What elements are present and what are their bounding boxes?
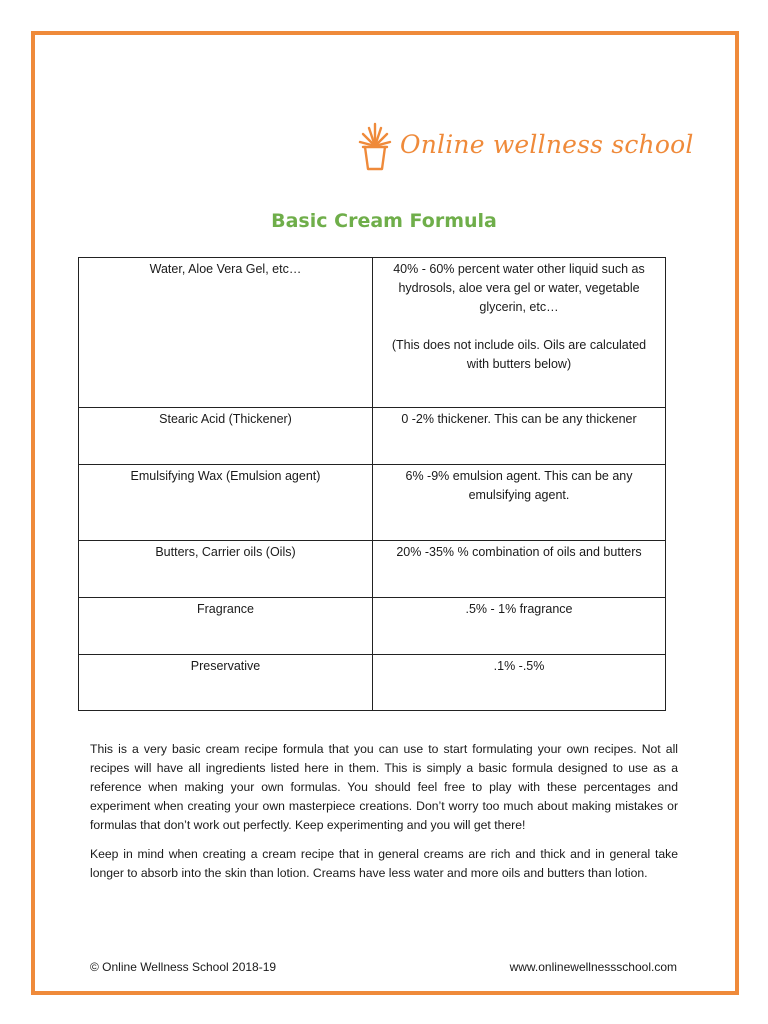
brand-logo [358,116,694,172]
brand-name: Online wellness school [400,129,694,159]
table-row [79,541,666,598]
footer-url: www.onlinewellnessschool.com [509,960,677,974]
ingredient-cell: Fragrance [79,598,373,655]
amount-cell [373,258,666,408]
note-paragraph: Keep in mind when creating a cream recipe that in general creams are rich and thick and in general take longer to absorb into the skin than lotion. Creams have less water and more oils and butters than lotion. [90,847,678,880]
table-row [79,258,666,408]
footer-copyright: © Online Wellness School 2018-19 [90,960,277,974]
ingredient-cell: Stearic Acid (Thickener) [79,408,373,465]
table-row [79,655,666,711]
intro-paragraph: This is a very basic cream recipe formula that you can use to start formulating your own recipes. Not all recipes will have all ingredients listed here in them. This is simply a basic formula designed to use as a reference when making your own formulas. You should feel free to play with these percentages and experiment when creating your own masterpiece creations. Don’t worry too much about making mistakes or formulas that don’t work out perfectly. Keep experimenting and you will get there! [90,742,678,832]
amount-cell: 6% -9% emulsion agent. This can be any emulsifying agent. [373,465,666,541]
ingredient-cell: Butters, Carrier oils (Oils) [79,541,373,598]
table-row [79,598,666,655]
potted-plant-icon [358,116,392,172]
table-row [79,408,666,465]
amount-text: 40% - 60% percent water other liquid such as hydrosols, aloe vera gel or water, vegetable glycerin, etc… [393,262,645,314]
ingredient-cell: Water, Aloe Vera Gel, etc… [79,258,373,408]
formula-table [78,257,666,711]
table-row [79,465,666,541]
document-title: Basic Cream Formula [271,210,497,232]
amount-cell: .5% - 1% fragrance [373,598,666,655]
amount-cell: 20% -35% % combination of oils and butters [373,541,666,598]
amount-cell: .1% -.5% [373,655,666,711]
amount-cell: 0 -2% thickener. This can be any thickener [373,408,666,465]
ingredient-cell: Preservative [79,655,373,711]
ingredient-cell: Emulsifying Wax (Emulsion agent) [79,465,373,541]
amount-note: (This does not include oils. Oils are calculated with butters below) [391,338,647,371]
